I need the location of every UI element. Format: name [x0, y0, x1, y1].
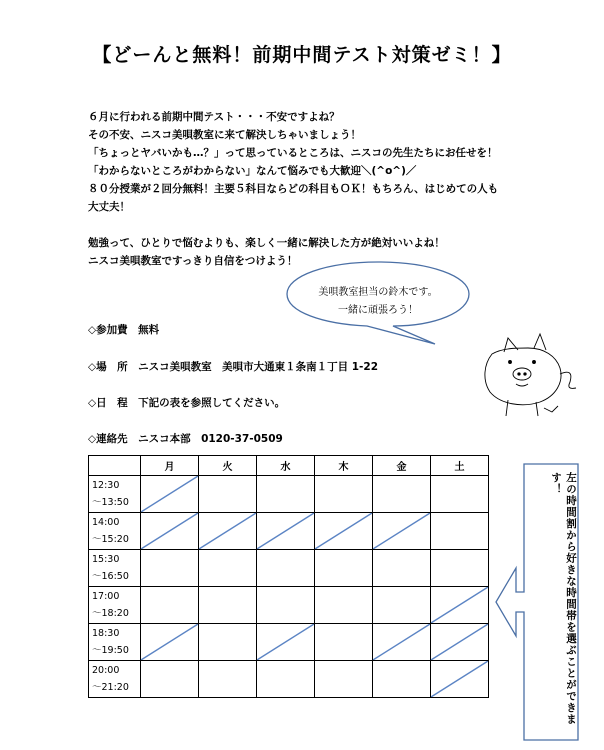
time-end: ～18:20 — [92, 608, 129, 619]
schedule-cell-empty — [373, 661, 431, 698]
time-start: 20:00 — [92, 665, 120, 676]
schedule-cell-empty — [199, 550, 257, 587]
schedule-cell-empty — [141, 550, 199, 587]
schedule-cell-available — [257, 513, 315, 550]
schedule-cell-empty — [431, 513, 489, 550]
schedule-cell-empty — [315, 476, 373, 513]
schedule-cell-available — [431, 587, 489, 624]
bubble-line: 美唄教室担当の鈴木です。 — [318, 287, 438, 298]
schedule-cell-empty — [315, 624, 373, 661]
schedule-cell-empty — [373, 476, 431, 513]
corner-cell — [89, 456, 141, 476]
schedule-cell-empty — [257, 550, 315, 587]
intro-line: 「ちょっとヤバいかも…？」って思っているところは、ニスコの先生たちにお任せを！ — [88, 147, 498, 159]
time-end: ～16:50 — [92, 571, 129, 582]
pig-icon — [478, 322, 588, 422]
schedule-cell-available — [199, 513, 257, 550]
pig-illustration — [478, 322, 588, 422]
schedule-cell-empty — [199, 624, 257, 661]
time-end: ～15:20 — [92, 534, 129, 545]
schedule-cell-available — [431, 624, 489, 661]
time-end: ～19:50 — [92, 645, 129, 656]
time-start: 12:30 — [92, 480, 120, 491]
time-slot — [89, 550, 141, 587]
schedule-cell-empty — [257, 476, 315, 513]
schedule-cell-available — [431, 661, 489, 698]
time-start: 14:00 — [92, 517, 120, 528]
schedule-cell-available — [141, 624, 199, 661]
slash-mark — [373, 513, 430, 549]
schedule-cell-empty — [373, 587, 431, 624]
info-place: ◇場 所 ニスコ美唄教室 美唄市大通東１条南１丁目 1-22 — [88, 361, 379, 373]
schedule-cell-empty — [257, 661, 315, 698]
intro-line: 勉強って、ひとりで悩むよりも、楽しく一緒に解決した方が絶対いいよね！ — [88, 237, 445, 249]
time-slot — [89, 661, 141, 698]
slash-mark — [315, 513, 372, 549]
day-header: 木 — [315, 456, 373, 476]
slash-mark — [373, 624, 430, 660]
page-title: 【どーんと無料！前期中間テスト対策ゼミ！】 — [92, 44, 512, 66]
slash-mark — [431, 624, 488, 660]
table-row — [89, 513, 489, 550]
slash-mark — [141, 624, 198, 660]
intro-line: その不安、ニスコ美唄教室に来て解決しちゃいましょう！ — [88, 129, 361, 141]
time-slot — [89, 476, 141, 513]
day-header: 月 — [141, 456, 199, 476]
intro-line: ６月に行われる前期中間テスト・・・不安ですよね？ — [88, 111, 340, 123]
schedule-cell-empty — [141, 661, 199, 698]
table-row — [89, 550, 489, 587]
schedule-cell-available — [141, 513, 199, 550]
time-end: ～21:20 — [92, 682, 129, 693]
day-header: 水 — [257, 456, 315, 476]
schedule-cell-empty — [199, 587, 257, 624]
slash-mark — [257, 624, 314, 660]
time-end: ～13:50 — [92, 497, 129, 508]
day-header: 火 — [199, 456, 257, 476]
table-row — [89, 661, 489, 698]
schedule-cell-empty — [431, 550, 489, 587]
schedule-cell-empty — [141, 587, 199, 624]
schedule-cell-empty — [199, 661, 257, 698]
callout-box — [494, 462, 580, 742]
intro-line: 「わからないところがわからない」なんて悩みでも大歓迎＼(^o^)／ — [88, 165, 417, 177]
schedule-cell-empty — [257, 587, 315, 624]
intro-line: 大丈夫！ — [88, 201, 130, 213]
table-header-row — [89, 456, 489, 476]
slash-mark — [199, 513, 256, 549]
speech-bubble — [285, 260, 471, 328]
time-slot — [89, 624, 141, 661]
schedule-cell-available — [141, 476, 199, 513]
info-contact: ◇連絡先 ニスコ本部 0120-37-0509 — [88, 433, 283, 445]
info-schedule: ◇日 程 下記の表を参照してください。 — [88, 397, 286, 409]
intro-line: ニスコ美唄教室ですっきり自信をつけよう！ — [88, 255, 298, 267]
bubble-line: 一緒に頑張ろう！ — [338, 305, 418, 316]
slash-mark — [431, 587, 488, 623]
table-row — [89, 476, 489, 513]
schedule-cell-available — [315, 513, 373, 550]
time-slot — [89, 587, 141, 624]
table-row — [89, 624, 489, 661]
schedule-cell-empty — [315, 550, 373, 587]
day-header: 土 — [431, 456, 489, 476]
schedule-cell-available — [373, 624, 431, 661]
schedule-cell-empty — [199, 476, 257, 513]
intro-line: ８０分授業が２回分無料！主要５科目ならどの科目もＯＫ！もちろん、はじめての人も — [88, 183, 499, 195]
slash-mark — [257, 513, 314, 549]
time-start: 15:30 — [92, 554, 120, 565]
intro-text — [88, 108, 528, 270]
table-row — [89, 587, 489, 624]
slash-mark — [141, 513, 198, 549]
schedule-cell-available — [373, 513, 431, 550]
time-slot — [89, 513, 141, 550]
schedule-cell-empty — [373, 550, 431, 587]
schedule-cell-empty — [315, 661, 373, 698]
schedule-table — [88, 455, 489, 698]
day-header: 金 — [373, 456, 431, 476]
schedule-cell-available — [257, 624, 315, 661]
time-start: 17:00 — [92, 591, 120, 602]
slash-mark — [141, 476, 198, 512]
callout-text: 左の時間割から好きな時間帯を選ぶことができます！ — [550, 472, 577, 725]
info-fee: ◇参加費 無料 — [88, 324, 160, 336]
schedule-cell-empty — [315, 587, 373, 624]
schedule-cell-empty — [431, 476, 489, 513]
slash-mark — [431, 661, 488, 697]
time-start: 18:30 — [92, 628, 120, 639]
